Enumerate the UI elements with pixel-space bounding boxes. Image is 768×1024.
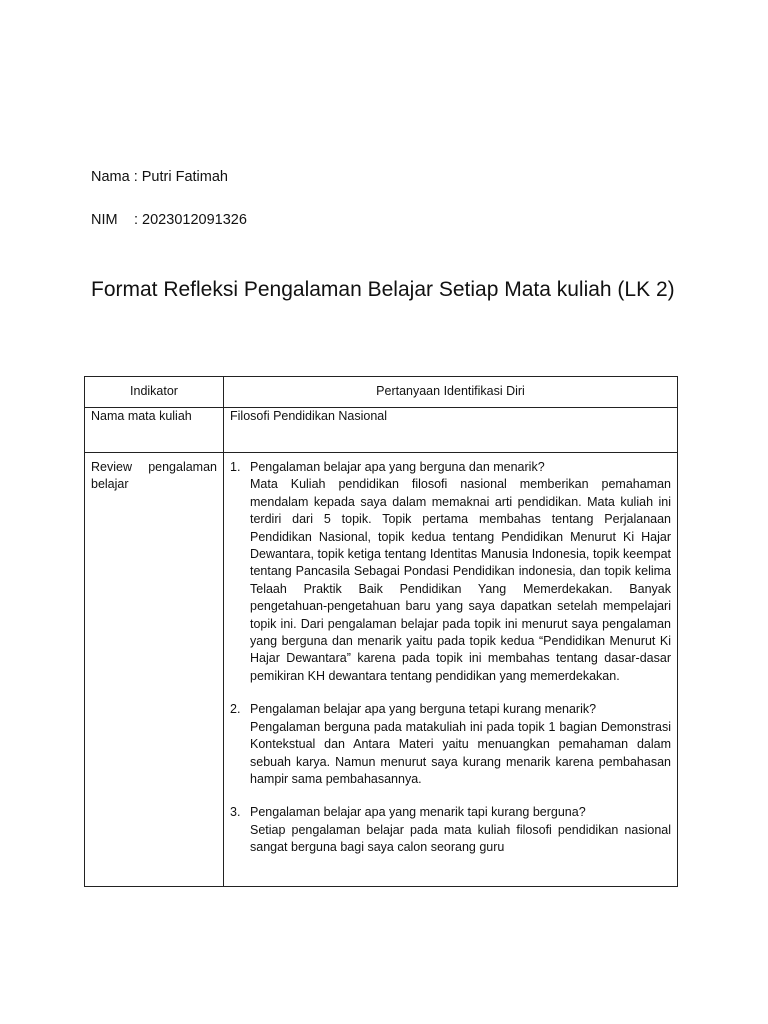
table-row-mata-kuliah — [85, 408, 678, 453]
mata-kuliah-value: Filosofi Pendidikan Nasional — [224, 408, 678, 453]
review-label: Review pengalaman belajar — [85, 453, 224, 887]
question-item-2 — [230, 701, 671, 788]
question-text: Pengalaman belajar apa yang berguna dan menarik? — [250, 460, 545, 474]
question-number: 2. — [230, 702, 241, 717]
question-number: 1. — [230, 460, 241, 474]
answer-text: Mata Kuliah pendidikan filosofi nasional memberikan pemahaman mendalam kepada saya dalam memaknai arti pendidikan. Mata kuliah ini terdiri dari 5 topik. Topik pertama membahas tentang Perjalanaan Pendidikan Nasional, topik kedua tentang Pendidikan Menurut Ki Hajar Dewantara, topik ketiga tentang Identitas Manusia Indonesia, topik keempat tentang Pancasila Sebagai Pondasi Pendidikan indonesia, dan topik kelima Telaah Praktik Baik Pendidikan Yang Memerdekakan. Banyak pengetahuan-pengetahuan baru yang saya dapatkan setelah mempelajari topik ini. Dari pengalaman belajar pada topik ini menurut saya pengalaman yang berguna dan menarik yaitu pada topik kedua “Pendidikan Menurut Ki Hajar Dewantara” karena pada topik ini membahas tentang dasar-dasar pemikiran KH dewantara tentang pendidikan yang memerdekakan. — [250, 477, 671, 683]
answer-text: Setiap pengalaman belajar pada mata kuliah filosofi pendidikan nasional sangat berguna bagi saya calon seorang guru — [250, 822, 671, 855]
question-text: Pengalaman belajar apa yang menarik tapi kurang berguna? — [250, 805, 586, 820]
table-row-review — [85, 453, 678, 887]
mata-kuliah-label: Nama mata kuliah — [85, 408, 224, 453]
question-number: 3. — [230, 805, 241, 820]
student-name: Nama : Putri Fatimah — [91, 169, 228, 185]
question-item-3 — [230, 804, 671, 856]
question-item-1 — [230, 459, 671, 685]
table-header-row — [85, 377, 678, 408]
document-title: Format Refleksi Pengalaman Belajar Setiap Mata kuliah (LK 2) — [91, 278, 675, 301]
reflection-table — [84, 376, 678, 887]
student-nim — [91, 212, 247, 228]
nim-label: NIM — [91, 212, 118, 228]
nim-value: : 2023012091326 — [134, 212, 247, 228]
header-indikator: Indikator — [85, 377, 224, 408]
question-text: Pengalaman belajar apa yang berguna tetapi kurang menarik? — [250, 702, 597, 717]
question-list — [230, 459, 671, 857]
answer-text: Pengalaman berguna pada matakuliah ini pada topik 1 bagian Demonstrasi Kontekstual dan Antara Materi yaitu menuangkan pemahaman dalam sebuah karya. Namun menurut saya kurang menarik karena pembahasan hampir sama pembahasannya. — [250, 719, 671, 786]
header-pertanyaan: Pertanyaan Identifikasi Diri — [224, 377, 678, 408]
review-content — [224, 453, 678, 887]
